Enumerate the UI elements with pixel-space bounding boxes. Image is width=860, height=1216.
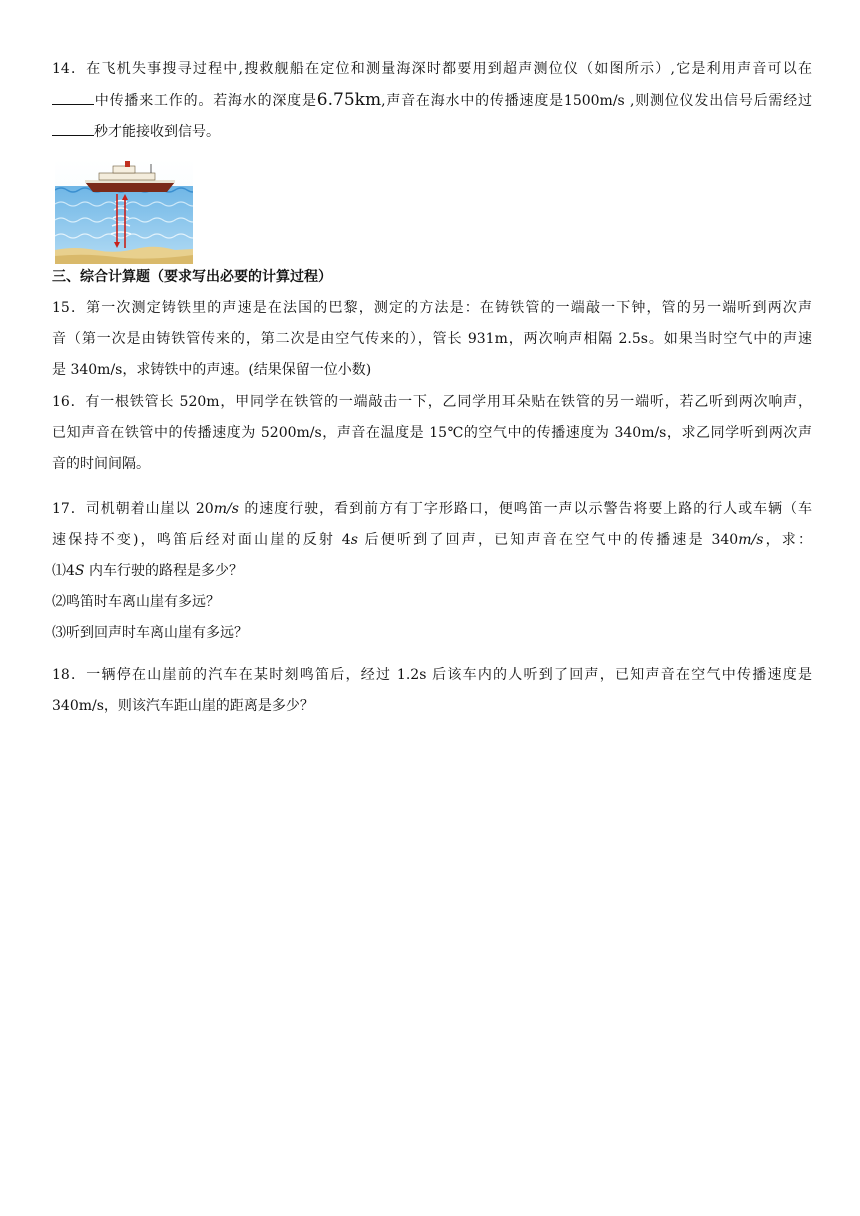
question-14: [52, 54, 812, 148]
question-16: [52, 387, 812, 480]
q18-line-2: 340m/s，则该汽车距山崖的距离是多少？: [52, 698, 314, 714]
depth-value: 6.75km: [316, 90, 382, 110]
sound-speed-unit: m/s: [738, 532, 764, 548]
question-18: [52, 660, 812, 722]
question-17: [52, 494, 812, 649]
q17-sub-2: ⑵鸣笛时车离山崖有多远？: [52, 594, 220, 610]
answer-blank-1[interactable]: [52, 89, 94, 105]
q17-sub-1: ⑴4S 内车行驶的路程是多少？: [52, 563, 243, 579]
q16-line-3: 音的时间间隔。: [52, 456, 150, 472]
q15-line-3: 是 340m/s，求铸铁中的声速。(结果保留一位小数): [52, 362, 372, 378]
sonar-ship-figure: [55, 160, 193, 264]
section-3-heading: 三、综合计算题（要求写出必要的计算过程）: [52, 269, 332, 285]
q16-line-2: 已知声音在铁管中的传播速度为 5200m/s，声音在温度是 15℃的空气中的传播速度为 340m/s，求乙同学听到两次声: [52, 425, 812, 441]
q14-line-3: 秒才能接收到信号。: [52, 117, 812, 148]
q15-line-1: 15．第一次测定铸铁里的声速是在法国的巴黎，测定的方法是：在铸铁管的一端敲一下钟，管的另一端听到两次声: [52, 300, 812, 316]
question-15: [52, 293, 812, 386]
sonar-ship-illustration: [55, 160, 193, 264]
q17-line-2: 速保持不变)，鸣笛后经对面山崖的反射 4s 后便听到了回声，已知声音在空气中的传播速是 340m/s，求：: [52, 532, 813, 548]
time-unit: s: [350, 532, 358, 548]
q15-line-2: 音（第一次是由铸铁管传来的，第二次是由空气传来的），管长 931m，两次响声相隔 2.5s。如果当时空气中的声速: [52, 331, 812, 347]
q17-line-1: 17．司机朝着山崖以 20m/s 的速度行驶，看到前方有丁字形路口，便鸣笛一声以示警告将要上路的行人或车辆（车: [52, 501, 812, 517]
q17-sub-3: ⑶听到回声时车离山崖有多远？: [52, 625, 248, 641]
q14-line-2: 中传播来工作的。若海水的深度是6.75km,声音在海水中的传播速度是1500m/s ,则测位仪发出信号后需经过: [52, 85, 812, 117]
speed-unit: m/s: [213, 501, 239, 517]
answer-blank-2[interactable]: [52, 120, 94, 136]
q16-line-1: 16．有一根铁管长 520m，甲同学在铁管的一端敲击一下，乙同学用耳朵贴在铁管的另一端听，若乙听到两次响声，: [52, 394, 812, 410]
q18-line-1: 18．一辆停在山崖前的汽车在某时刻鸣笛后，经过 1.2s 后该车内的人听到了回声，已知声音在空气中传播速度是: [52, 667, 812, 683]
q14-line-1: 14．在飞机失事搜寻过程中,搜救舰船在定位和测量海深时都要用到超声测位仪（如图所示）,它是利用声音可以在: [52, 61, 812, 77]
